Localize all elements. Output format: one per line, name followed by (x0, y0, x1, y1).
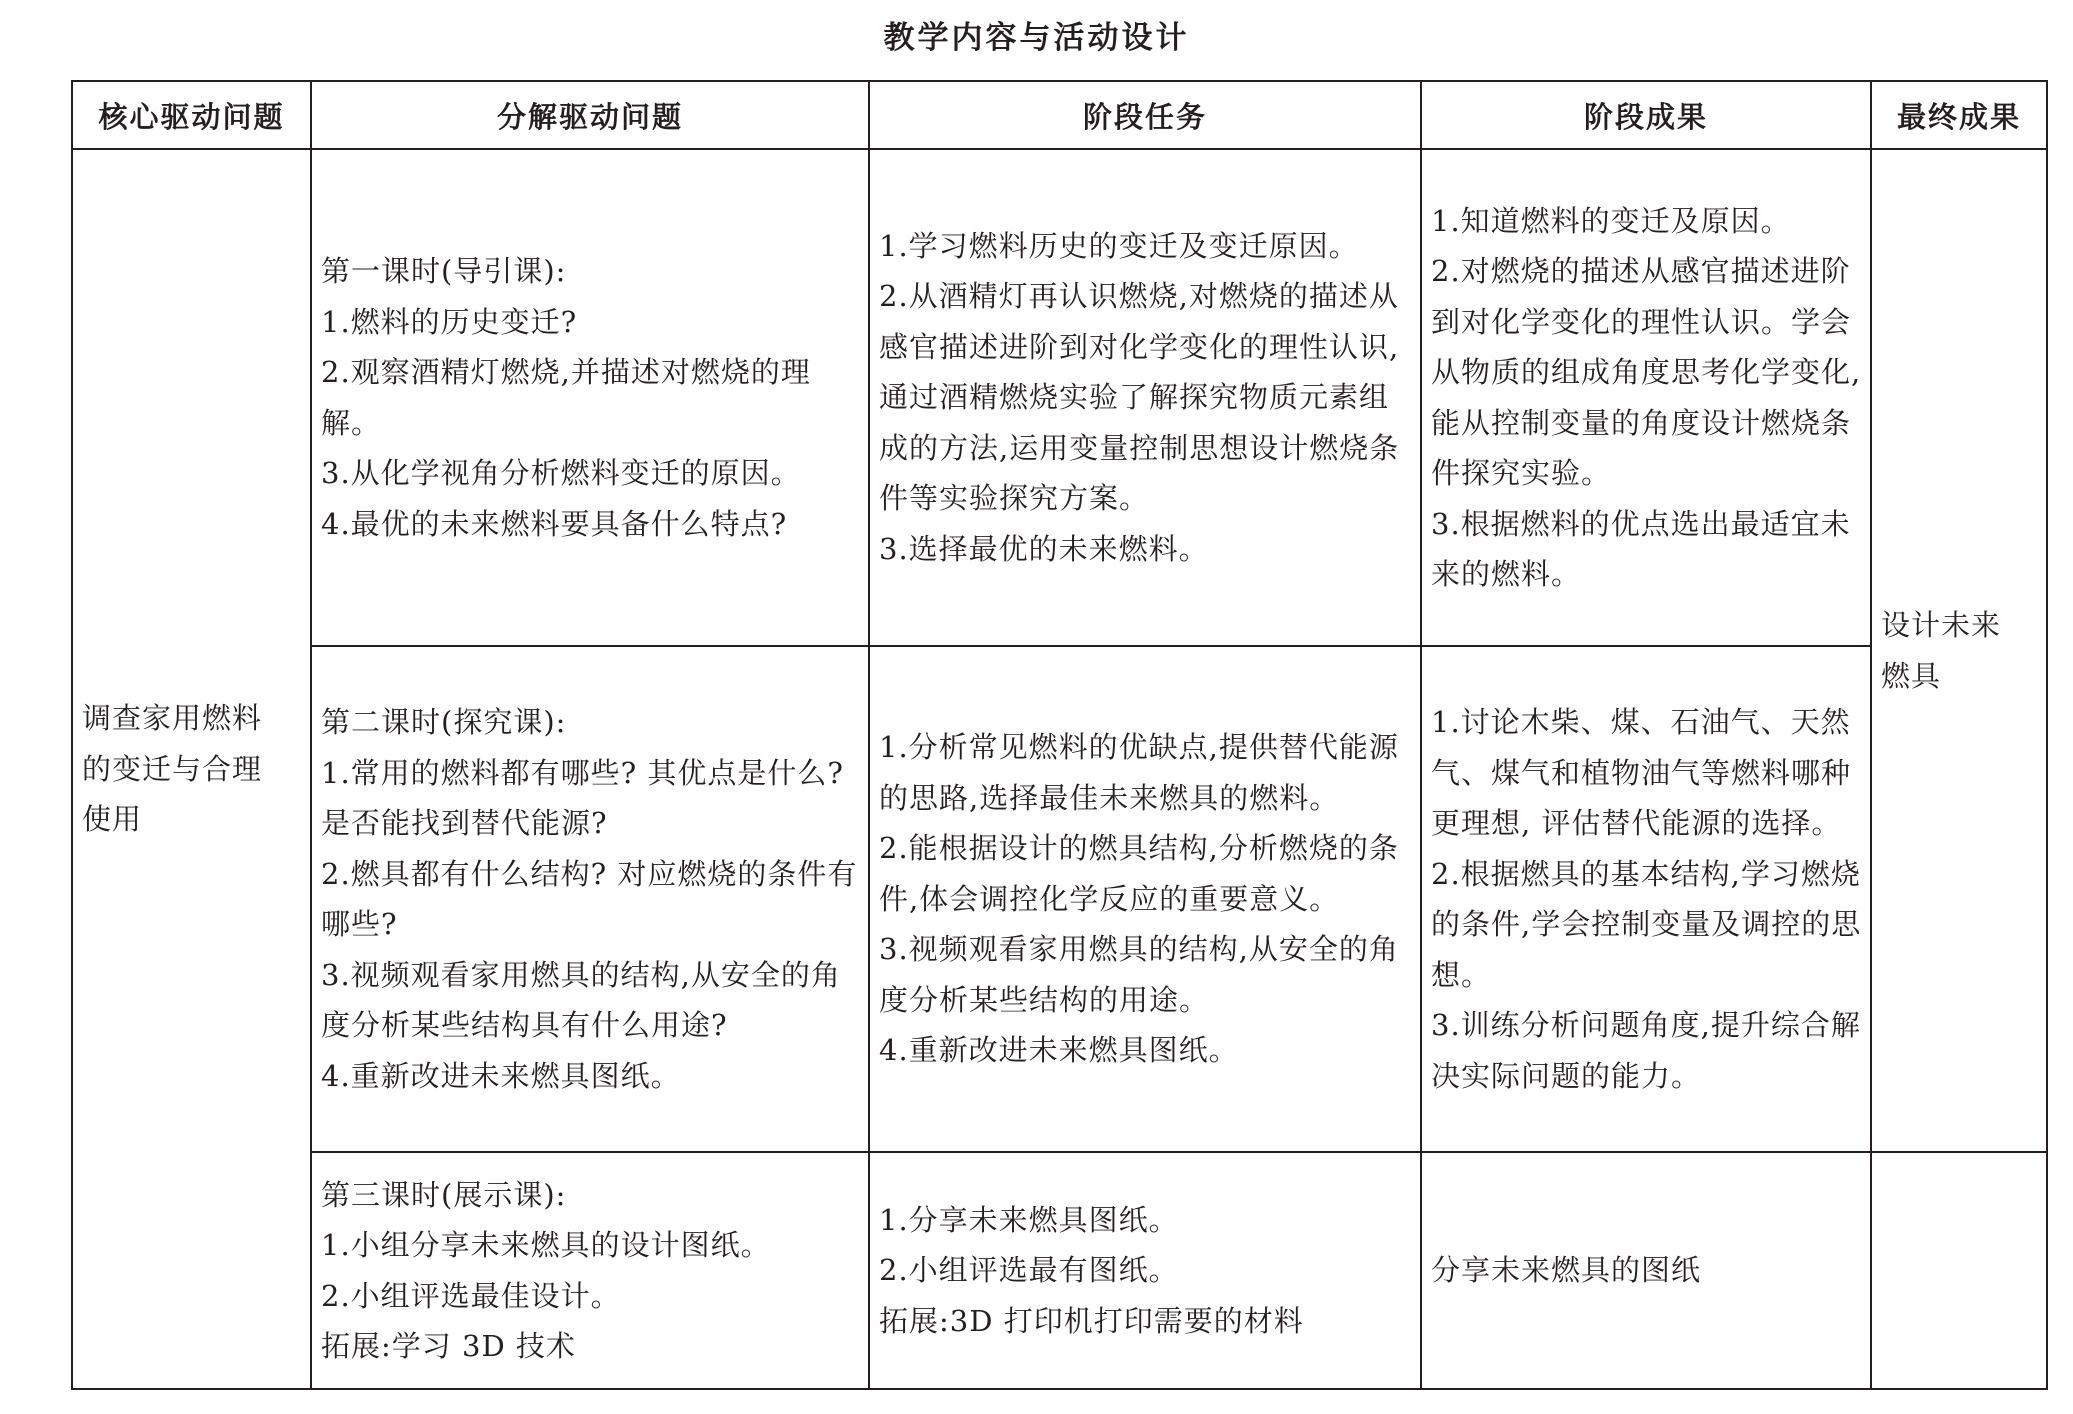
decomposed-item: 2.燃具都有什么结构? 对应燃烧的条件有哪些? (321, 856, 858, 941)
task-item: 1.学习燃料历史的变迁及变迁原因。 (879, 228, 1359, 263)
task-item: 3.选择最优的未来燃料。 (879, 531, 1209, 566)
lesson-1-decomposed-cell (311, 149, 869, 646)
lesson-row-1 (72, 149, 2047, 646)
outcome-item: 分享未来燃具的图纸 (1431, 1253, 1702, 1288)
decomposed-item: 拓展:学习 3D 技术 (321, 1329, 576, 1363)
header-final-outcome: 最终成果 (1871, 81, 2047, 149)
outcome-item: 3.根据燃料的优点选出最适宜未来的燃料。 (1431, 506, 1851, 591)
outcome-item: 1.讨论木柴、煤、石油气、天然气、煤气和植物油气等燃料哪种更理想, 评估替代能源的选择。 (1431, 705, 1852, 840)
lesson-1-tasks-cell (869, 149, 1421, 646)
outcome-item: 3.训练分析问题角度,提升综合解决实际问题的能力。 (1431, 1008, 1861, 1093)
activity-design-table (71, 80, 2048, 1390)
task-item: 2.从酒精灯再认识燃烧,对燃烧的描述从感官描述进阶到对化学变化的理性认识,通过酒精燃烧实验了解探究物质元素组成的方法,运用变量控制思想设计燃烧条件等实验探究方案。 (879, 279, 1400, 516)
lesson-row-3 (72, 1152, 2047, 1389)
task-item: 1.分析常见燃料的优缺点,提供替代能源的思路,选择最佳未来燃具的燃料。 (879, 730, 1399, 815)
task-item: 1.分享未来燃具图纸。 (879, 1202, 1179, 1237)
document-title: 教学内容与活动设计 (883, 20, 1190, 56)
final-outcome-empty-cell (1871, 1152, 2047, 1389)
task-item: 2.能根据设计的燃具结构,分析燃烧的条件,体会调控化学反应的重要意义。 (879, 831, 1399, 916)
lesson-1-heading: 第一课时(导引课): (321, 254, 567, 288)
task-item: 2.小组评选最有图纸。 (879, 1253, 1179, 1288)
decomposed-item: 1.常用的燃料都有哪些? 其优点是什么? 是否能找到替代能源? (321, 755, 844, 840)
lesson-row-2 (72, 646, 2047, 1152)
decomposed-item: 2.小组评选最佳设计。 (321, 1278, 621, 1313)
lesson-3-heading: 第三课时(展示课): (321, 1177, 567, 1212)
outcome-item: 2.根据燃具的基本结构,学习燃烧的条件,学会控制变量及调控的思想。 (1431, 856, 1862, 992)
decomposed-item: 2.观察酒精灯燃烧,并描述对燃烧的理解。 (321, 355, 811, 440)
decomposed-item: 4.重新改进未来燃具图纸。 (321, 1058, 681, 1093)
lesson-2-tasks-cell (869, 646, 1421, 1152)
header-core-question: 核心驱动问题 (72, 81, 311, 149)
task-item: 3.视频观看家用燃具的结构,从安全的角度分析某些结构的用途。 (879, 932, 1399, 1017)
decomposed-item: 3.从化学视角分析燃料变迁的原因。 (321, 456, 801, 490)
core-question-line: 调查家用燃料 (82, 701, 263, 736)
lesson-1-outcomes-cell (1421, 149, 1871, 646)
core-question-line: 使用 (82, 802, 143, 837)
outcome-item: 2.对燃烧的描述从感官描述进阶到对化学变化的理性认识。学会从物质的组成角度思考化学变化, 能从控制变量的角度设计燃烧条件探究实验。 (1431, 254, 1862, 490)
final-outcome-line: 燃具 (1881, 658, 1942, 693)
lesson-3-decomposed-cell (311, 1152, 869, 1389)
lesson-3-outcomes-cell (1421, 1152, 1871, 1389)
decomposed-item: 3.视频观看家用燃具的结构,从安全的角度分析某些结构具有什么用途? (321, 957, 841, 1042)
decomposed-item: 4.最优的未来燃料要具备什么特点? (321, 506, 788, 541)
lesson-2-decomposed-cell (311, 646, 869, 1152)
final-outcome-line: 设计未来 (1881, 608, 2002, 642)
header-decomposed-question: 分解驱动问题 (311, 81, 869, 149)
lesson-2-outcomes-cell (1421, 646, 1871, 1152)
lesson-3-tasks-cell (869, 1152, 1421, 1389)
core-question-line: 的变迁与合理 (82, 751, 263, 786)
header-stage-task: 阶段任务 (869, 81, 1421, 149)
task-item: 拓展:3D 打印机打印需要的材料 (879, 1303, 1304, 1338)
task-item: 4.重新改进未来燃具图纸。 (879, 1033, 1239, 1068)
header-stage-outcome: 阶段成果 (1421, 81, 1871, 149)
final-outcome-cell (1871, 149, 2047, 1152)
decomposed-item: 1.小组分享未来燃具的设计图纸。 (321, 1228, 771, 1262)
outcome-item: 1.知道燃料的变迁及原因。 (1431, 203, 1791, 238)
lesson-2-heading: 第二课时(探究课): (321, 705, 567, 739)
core-question-cell (72, 149, 311, 1389)
decomposed-item: 1.燃料的历史变迁? (321, 304, 578, 339)
header-row (72, 81, 2047, 149)
